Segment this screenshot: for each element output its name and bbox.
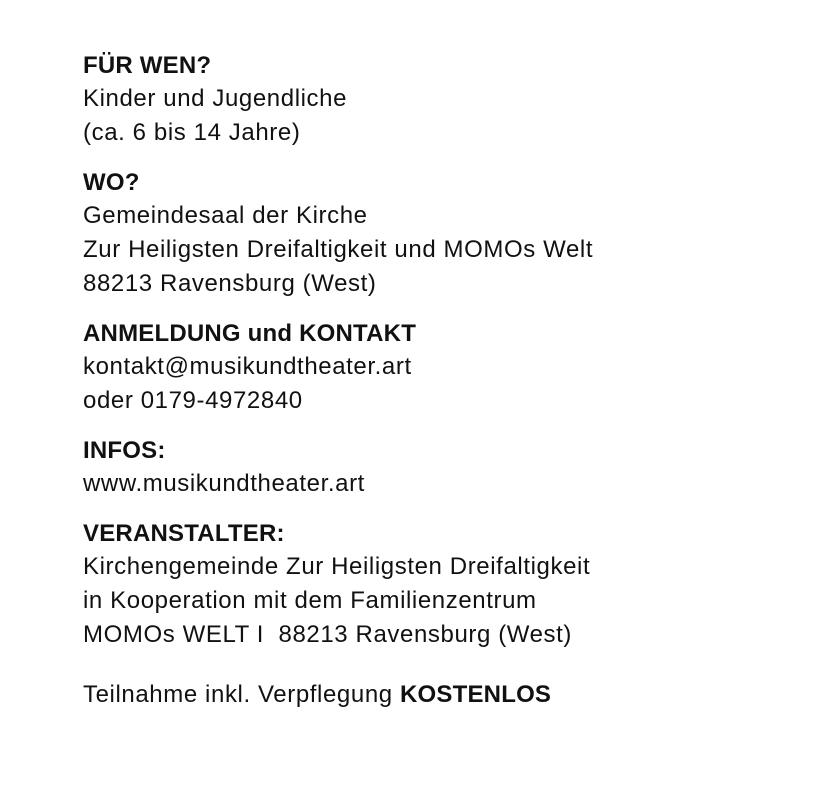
section-heading: FÜR WEN? — [83, 52, 212, 79]
section-line: Kinder und Jugendliche — [83, 85, 348, 112]
footer-note — [83, 678, 803, 712]
section-infos — [83, 435, 803, 501]
section-line: Kirchengemeinde Zur Heiligsten Dreifaltigkeit — [83, 553, 591, 580]
section-veranstalter — [83, 518, 803, 652]
section-line: Zur Heiligsten Dreifaltigkeit und MOMOs Welt — [83, 236, 594, 263]
section-heading: INFOS: — [83, 437, 166, 464]
section-line: Gemeindesaal der Kirche — [83, 202, 368, 229]
section-heading: WO? — [83, 169, 140, 196]
footer-text: Teilnahme inkl. Verpflegung — [83, 681, 400, 708]
footer-emphasis: KOSTENLOS — [400, 681, 552, 708]
heading-part: ANMELDUNG — [83, 320, 241, 347]
section-heading: VERANSTALTER: — [83, 520, 285, 547]
info-flyer — [83, 50, 803, 712]
section-line: MOMOs WELT I 88213 Ravensburg (West) — [83, 621, 573, 648]
website-url: www.musikundtheater.art — [83, 470, 365, 497]
heading-part: und — [240, 320, 300, 347]
section-anmeldung-kontakt — [83, 318, 803, 418]
section-line: in Kooperation mit dem Familienzentrum — [83, 587, 537, 614]
heading-part: KONTAKT — [299, 320, 417, 347]
section-fuer-wen — [83, 50, 803, 150]
section-line: 88213 Ravensburg (West) — [83, 270, 377, 297]
contact-phone: oder 0179-4972840 — [83, 387, 303, 414]
section-line: (ca. 6 bis 14 Jahre) — [83, 119, 301, 146]
section-wo — [83, 167, 803, 301]
section-heading — [83, 318, 803, 350]
contact-email: kontakt@musikundtheater.art — [83, 353, 412, 380]
